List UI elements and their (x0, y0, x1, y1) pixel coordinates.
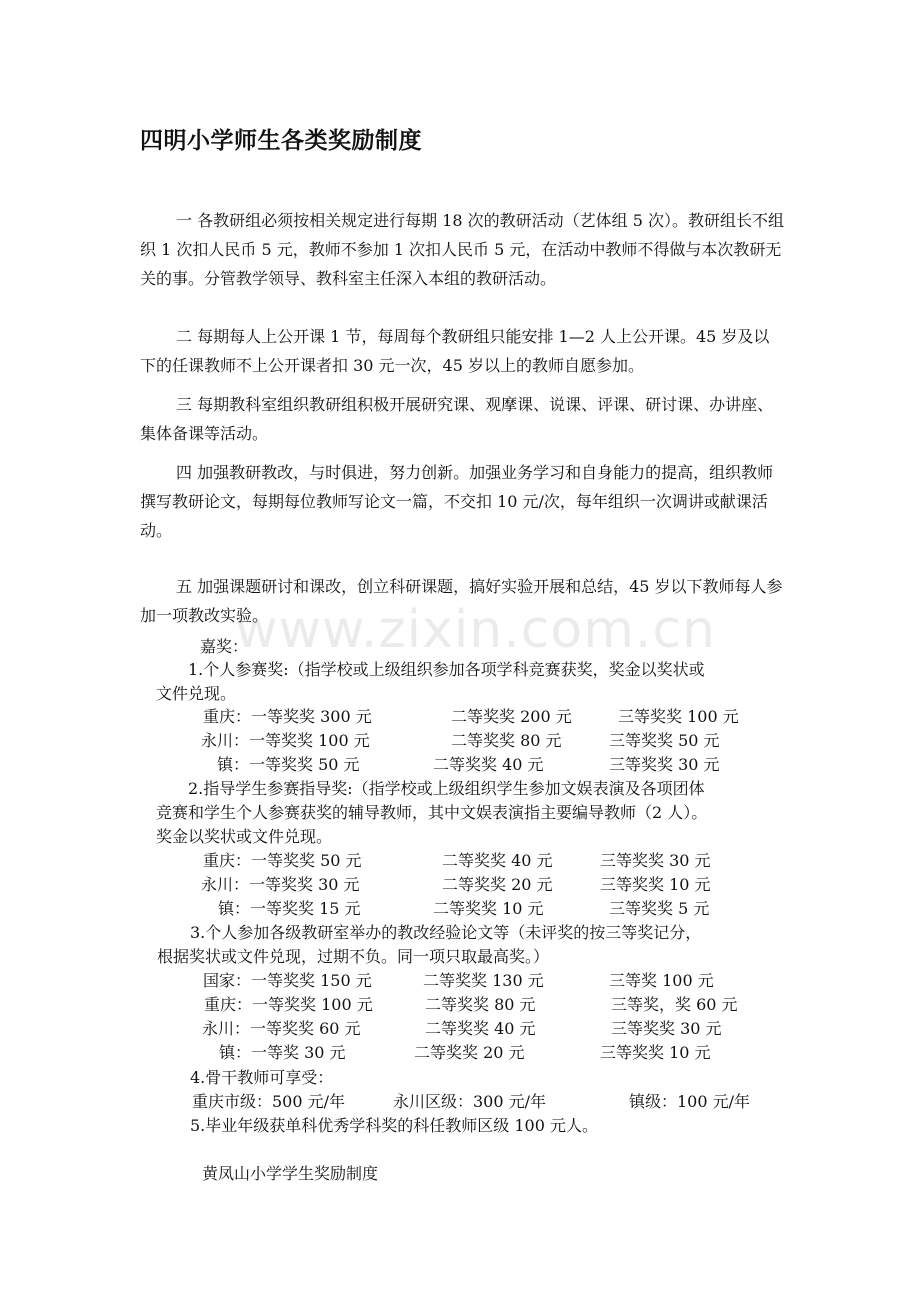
s1-row-3-col-1: 镇：一等奖奖 50 元 (217, 755, 360, 774)
s1-row-2-col-1: 永川：一等奖奖 100 元 (201, 731, 370, 750)
s3-row-2-col-3: 三等奖，奖 60 元 (611, 995, 738, 1014)
rule-paragraph-3: 三 每期教科室组织教研组积极开展研究课、观摩课、说课、评课、研讨课、办讲座、集体备课等活动。 (140, 395, 774, 443)
s1-row-1-col-3: 三等奖奖 100 元 (618, 707, 739, 726)
s3-row-2-col-2: 二等奖奖 80 元 (425, 995, 536, 1014)
s2-line-2: 竞赛和学生个人参赛获奖的辅导教师，其中文娱表演指主要编导教师（2 人）。 (156, 803, 708, 822)
s1-row-2-col-2: 二等奖奖 80 元 (451, 731, 562, 750)
s2-row-2-col-3: 三等奖奖 10 元 (600, 875, 711, 894)
s3-row-2-col-1: 重庆：一等奖奖 100 元 (204, 995, 373, 1014)
s1-row-2-col-3: 三等奖奖 50 元 (609, 731, 720, 750)
page-title: 四明小学师生各类奖励制度 (140, 128, 422, 154)
s1-line-1: 1.个人参赛奖:（指学校或上级组织参加各项学科竞赛获奖，奖金以奖状或 (188, 660, 705, 679)
rule-paragraph-5: 五 加强课题研讨和课改，创立科研课题，搞好实验开展和总结，45 岁以下教师每人参加一项教改实验。 (140, 577, 783, 625)
s3-row-1-col-3: 三等奖 100 元 (609, 971, 714, 990)
s1-row-3-col-3: 三等奖奖 30 元 (609, 755, 720, 774)
s3-row-3-col-1: 永川：一等奖奖 60 元 (202, 1019, 361, 1038)
next-section-title: 黄凤山小学学生奖励制度 (202, 1164, 379, 1183)
s3-row-4-col-2: 二等奖奖 20 元 (414, 1043, 525, 1062)
s2-line-3: 奖金以奖状或文件兑现。 (156, 827, 333, 846)
s3-row-4-col-3: 三等奖奖 10 元 (600, 1043, 711, 1062)
s2-row-3-col-2: 二等奖奖 10 元 (433, 899, 544, 918)
s2-row-3-col-1: 镇：一等奖奖 15 元 (218, 899, 361, 918)
reward-heading: 嘉奖： (200, 637, 249, 656)
s4-item-city: 重庆市级：500 元/年 (192, 1092, 346, 1111)
s3-row-3-col-2: 二等奖奖 40 元 (425, 1019, 536, 1038)
s2-row-3-col-3: 三等奖奖 5 元 (609, 899, 710, 918)
s4-item-town: 镇级：100 元/年 (629, 1092, 751, 1111)
s1-row-1-col-2: 二等奖奖 200 元 (451, 707, 572, 726)
s3-row-4-col-1: 镇：一等奖 30 元 (219, 1043, 346, 1062)
s3-line-2: 根据奖状或文件兑现，过期不负。同一项只取最高奖。） (157, 947, 550, 966)
s2-row-2-col-2: 二等奖奖 20 元 (442, 875, 553, 894)
rule-paragraph-2: 二 每期每人上公开课 1 节，每周每个教研组只能安排 1—2 人上公开课。45 岁及以下的任课教师不上公开课者扣 30 元一次，45 岁以上的教师自愿参加。 (140, 327, 770, 375)
s2-line-1: 2.指导学生参赛指导奖:（指学校或上级组织学生参加文娱表演及各项团体 (188, 779, 705, 798)
s1-row-3-col-2: 二等奖奖 40 元 (433, 755, 544, 774)
rule-paragraph-4: 四 加强教研教改，与时俱进，努力创新。加强业务学习和自身能力的提高，组织教师撰写教研论文，每期每位教师写论文一篇，不交扣 10 元/次，每年组织一次调讲或献课活动。 (140, 463, 774, 540)
s3-row-3-col-3: 三等奖奖 30 元 (611, 1019, 722, 1038)
rule-paragraph-1: 一 各教研组必须按相关规定进行每期 18 次的教研活动（艺体组 5 次）。教研组长不组织 1 次扣人民币 5 元，教师不参加 1 次扣人民币 5 元，在活动中教师不得做与本次教研无关的事。分管教学领导、教科室主任深入本组的教研活动。 (140, 211, 784, 288)
watermark: www.zixin.com.cn (235, 600, 716, 660)
s4-line-1: 4.骨干教师可享受： (190, 1068, 334, 1087)
s5-line: 5.毕业年级获单科优秀学科奖的科任教师区级 100 元人。 (190, 1116, 598, 1135)
s2-row-2-col-1: 永川：一等奖奖 30 元 (201, 875, 360, 894)
s2-row-1-col-2: 二等奖奖 40 元 (442, 851, 553, 870)
s3-line-1: 3.个人参加各级教研室举办的教改经验论文等（未评奖的按三等奖记分， (190, 923, 702, 942)
s4-item-district: 永川区级：300 元/年 (393, 1092, 547, 1111)
s2-row-1-col-3: 三等奖奖 30 元 (600, 851, 711, 870)
s1-row-1-col-1: 重庆：一等奖奖 300 元 (203, 707, 372, 726)
s3-row-1-col-2: 二等奖奖 130 元 (423, 971, 544, 990)
s1-line-2: 文件兑现。 (156, 684, 237, 703)
s2-row-1-col-1: 重庆：一等奖奖 50 元 (203, 851, 362, 870)
s3-row-1-col-1: 国家：一等奖奖 150 元 (203, 971, 372, 990)
